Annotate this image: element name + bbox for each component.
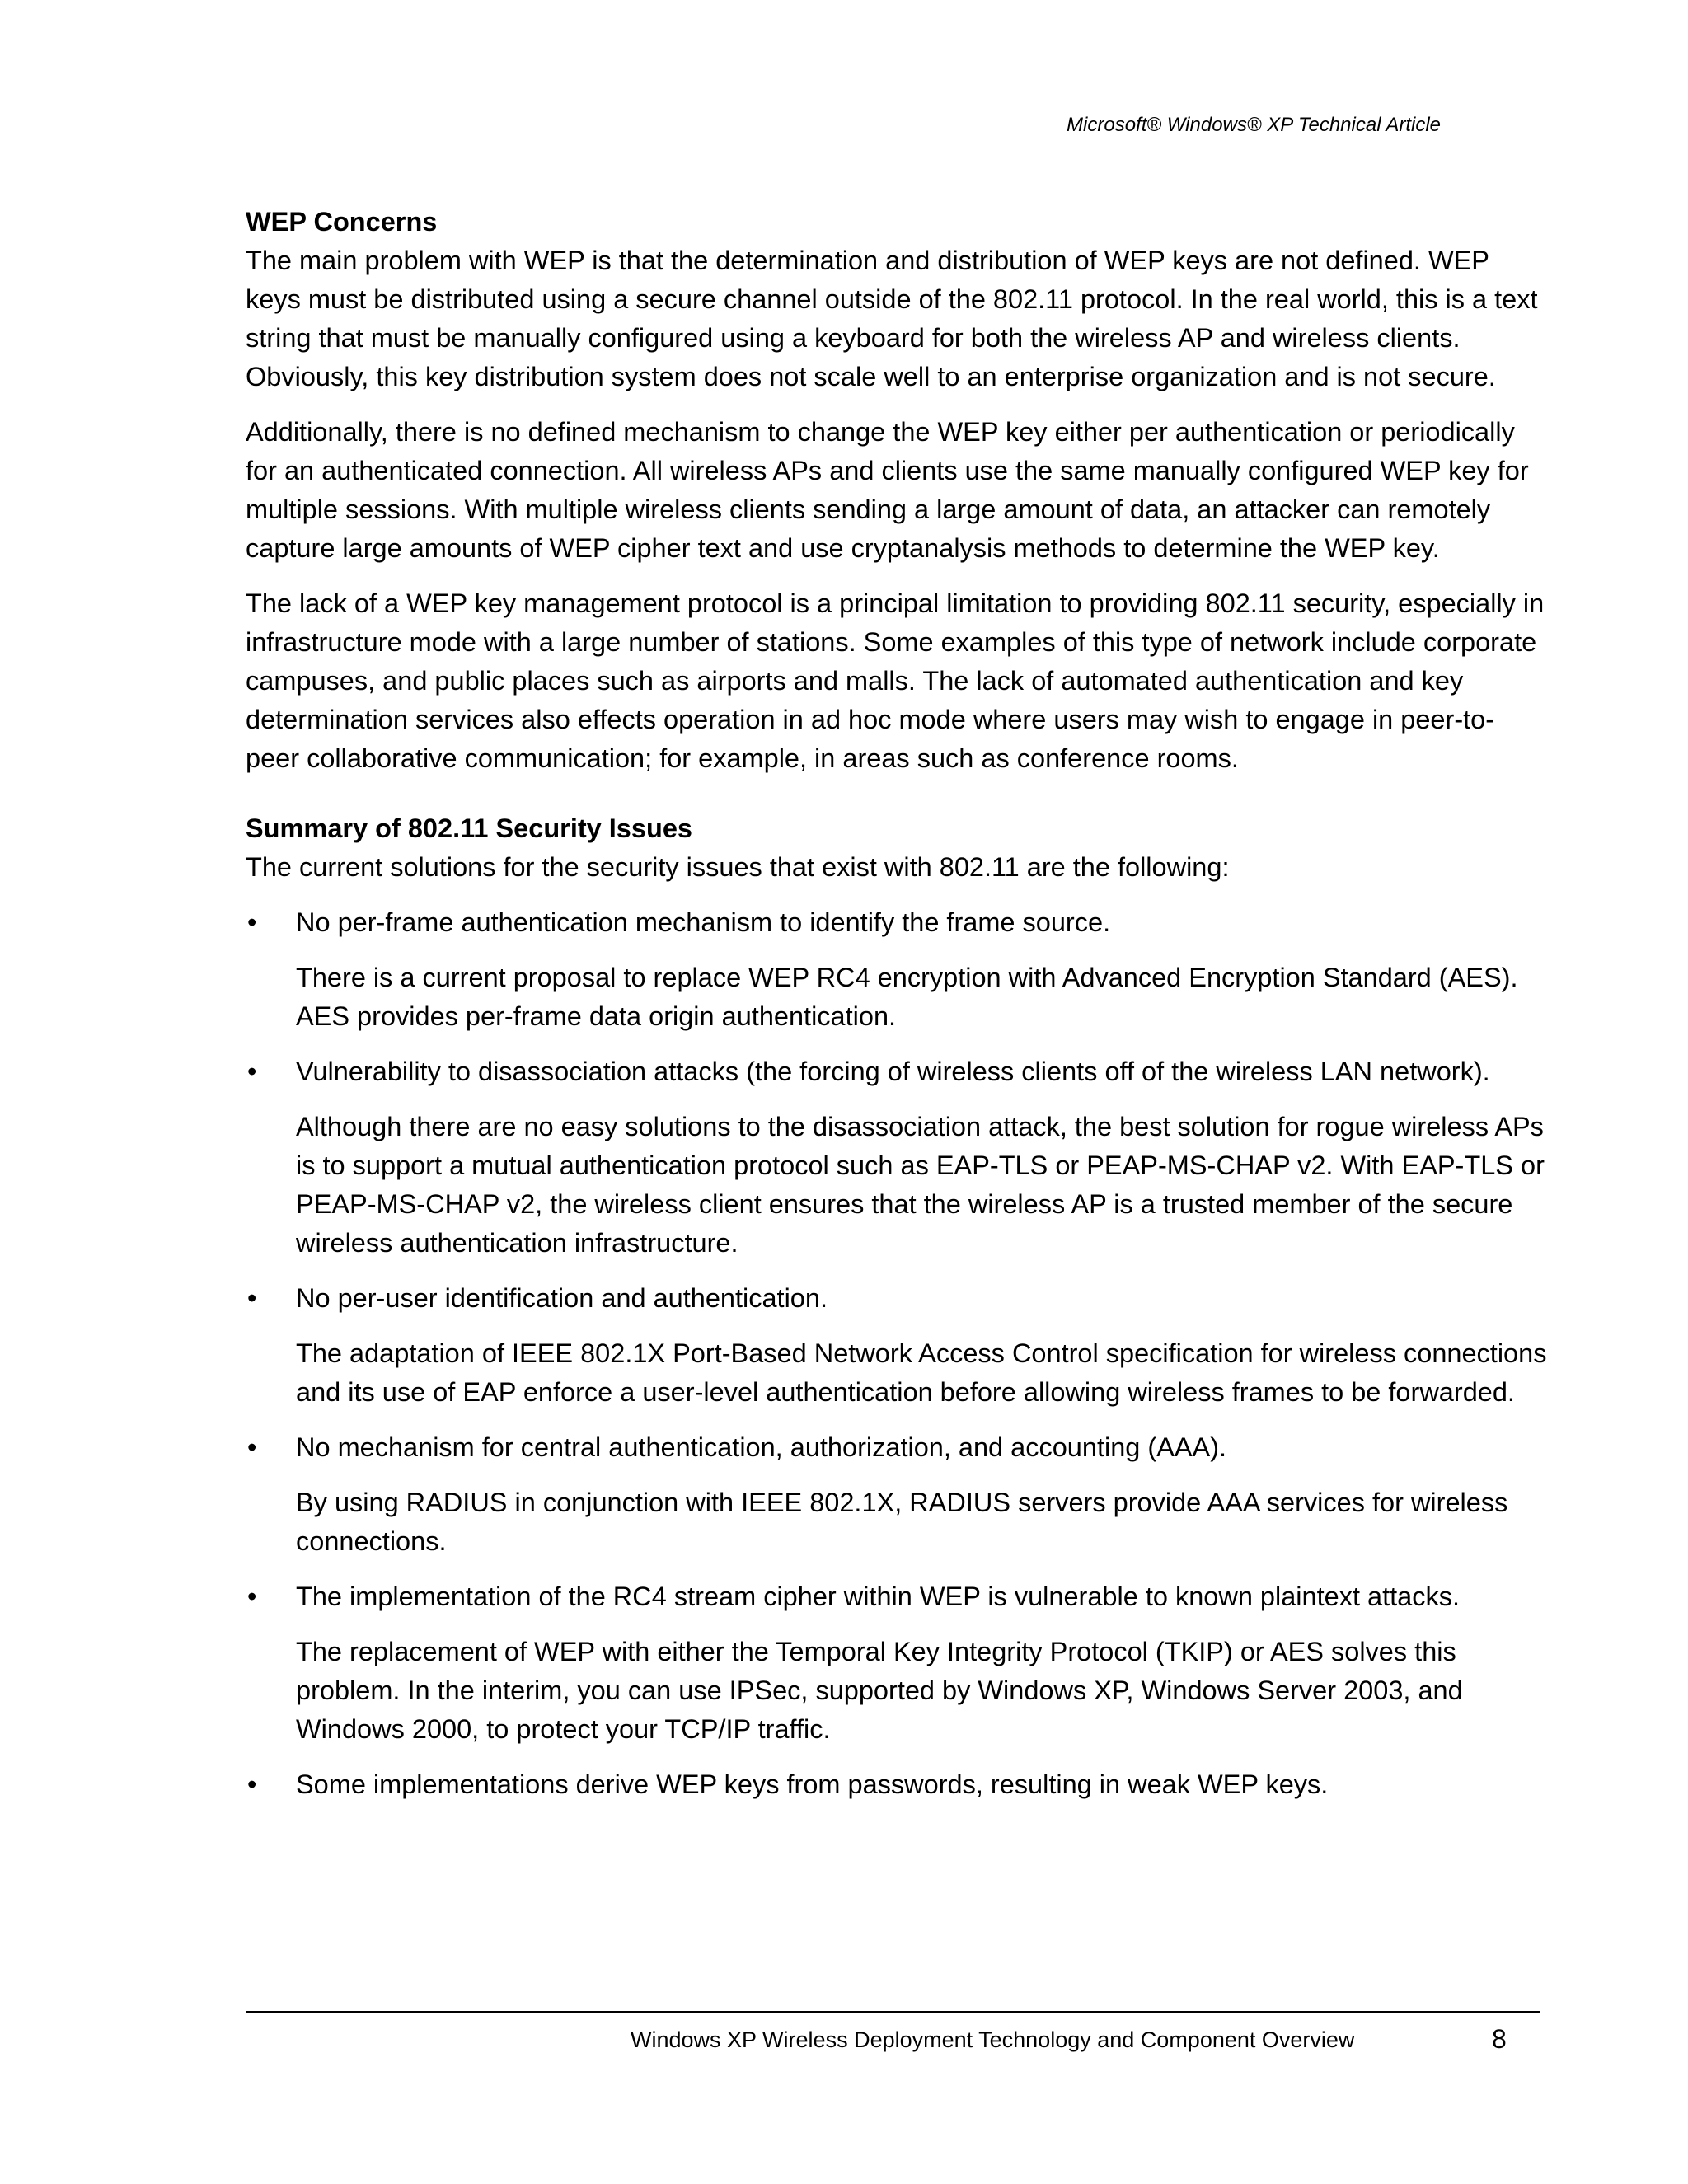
- section-heading-wep-concerns: WEP Concerns: [246, 207, 438, 237]
- intro-paragraph: The current solutions for the security issues that exist with 802.11 are the following:: [246, 852, 1230, 882]
- bullet-issue-text: The implementation of the RC4 stream cipher within WEP is vulnerable to known plaintext attacks.: [296, 1582, 1461, 1611]
- bullet-item: [246, 1577, 1548, 1616]
- bullet-icon: •: [247, 1582, 257, 1611]
- page-number: 8: [1492, 2024, 1507, 2054]
- bullet-issue-text: No mechanism for central authentication, authorization, and accounting (AAA).: [296, 1432, 1227, 1462]
- page-body: [246, 203, 1548, 1821]
- bullet-item: [246, 1428, 1548, 1467]
- bullet-item: [246, 1052, 1548, 1091]
- bullet-issue-text: Some implementations derive WEP keys from passwords, resulting in weak WEP keys.: [296, 1769, 1329, 1799]
- bullet-issue-text: Vulnerability to disassociation attacks (the forcing of wireless clients off of the wireless LAN network).: [296, 1057, 1490, 1086]
- bullet-icon: •: [247, 907, 257, 937]
- paragraph: The main problem with WEP is that the determination and distribution of WEP keys are not defined. WEP keys must be distributed using a secure channel outside of the 802.11 protocol. In the real world, this is a text string that must be manually configured using a keyboard for both the wireless AP and wireless clients. Obviously, this key distribution system does not scale well to an enterprise organization and is not secure.: [246, 246, 1538, 391]
- bullet-item: [246, 1279, 1548, 1318]
- paragraph: Additionally, there is no defined mechanism to change the WEP key either per authentication or periodically for an authenticated connection. All wireless APs and clients use the same manually configured WEP key for multiple sessions. With multiple wireless clients sending a large amount of data, an attacker can remotely capture large amounts of WEP cipher text and use cryptanalysis methods to determine the WEP key.: [246, 417, 1529, 563]
- bullet-solution-text: By using RADIUS in conjunction with IEEE 802.1X, RADIUS servers provide AAA services for wireless connections.: [296, 1488, 1508, 1556]
- bullet-icon: •: [247, 1057, 257, 1086]
- bullet-issue-text: No per-frame authentication mechanism to identify the frame source.: [296, 907, 1111, 937]
- bullet-icon: •: [247, 1432, 257, 1462]
- bullet-icon: •: [247, 1769, 257, 1799]
- footer-title: Windows XP Wireless Deployment Technology and Component Overview: [631, 2027, 1355, 2052]
- bullet-item: [246, 903, 1548, 942]
- footer-divider: [246, 2011, 1540, 2013]
- bullet-solution-text: The adaptation of IEEE 802.1X Port-Based Network Access Control specification for wireless connections and its use of EAP enforce a user-level authentication before allowing wireless frames to be forwarded.: [296, 1338, 1547, 1407]
- running-header: Microsoft® Windows® XP Technical Article: [1067, 114, 1441, 136]
- bullet-icon: •: [247, 1283, 257, 1313]
- bullet-item: [246, 1765, 1548, 1804]
- bullet-solution-text: Although there are no easy solutions to the disassociation attack, the best solution for rogue wireless APs is to support a mutual authentication protocol such as EAP-TLS or PEAP-MS-CHAP v2. With EAP-TLS or PEAP-MS-CHAP v2, the wireless client ensures that the wireless AP is a trusted member of the secure wireless authentication infrastructure.: [296, 1112, 1545, 1258]
- bullet-issue-text: No per-user identification and authentication.: [296, 1283, 828, 1313]
- section-heading-security-issues: Summary of 802.11 Security Issues: [246, 813, 692, 843]
- bullet-solution-text: There is a current proposal to replace WEP RC4 encryption with Advanced Encryption Standard (AES). AES provides per-frame data origin authentication.: [296, 963, 1518, 1031]
- bullet-solution-text: The replacement of WEP with either the Temporal Key Integrity Protocol (TKIP) or AES solves this problem. In the interim, you can use IPSec, supported by Windows XP, Windows Server 2003, and Windows 2000, to protect your TCP/IP traffic.: [296, 1637, 1463, 1744]
- paragraph: The lack of a WEP key management protocol is a principal limitation to providing 802.11 security, especially in infrastructure mode with a large number of stations. Some examples of this type of network include corporate campuses, and public places such as airports and malls. The lack of automated authentication and key determination services also effects operation in ad hoc mode where users may wish to engage in peer-to-peer collaborative communication; for example, in areas such as conference rooms.: [246, 588, 1545, 773]
